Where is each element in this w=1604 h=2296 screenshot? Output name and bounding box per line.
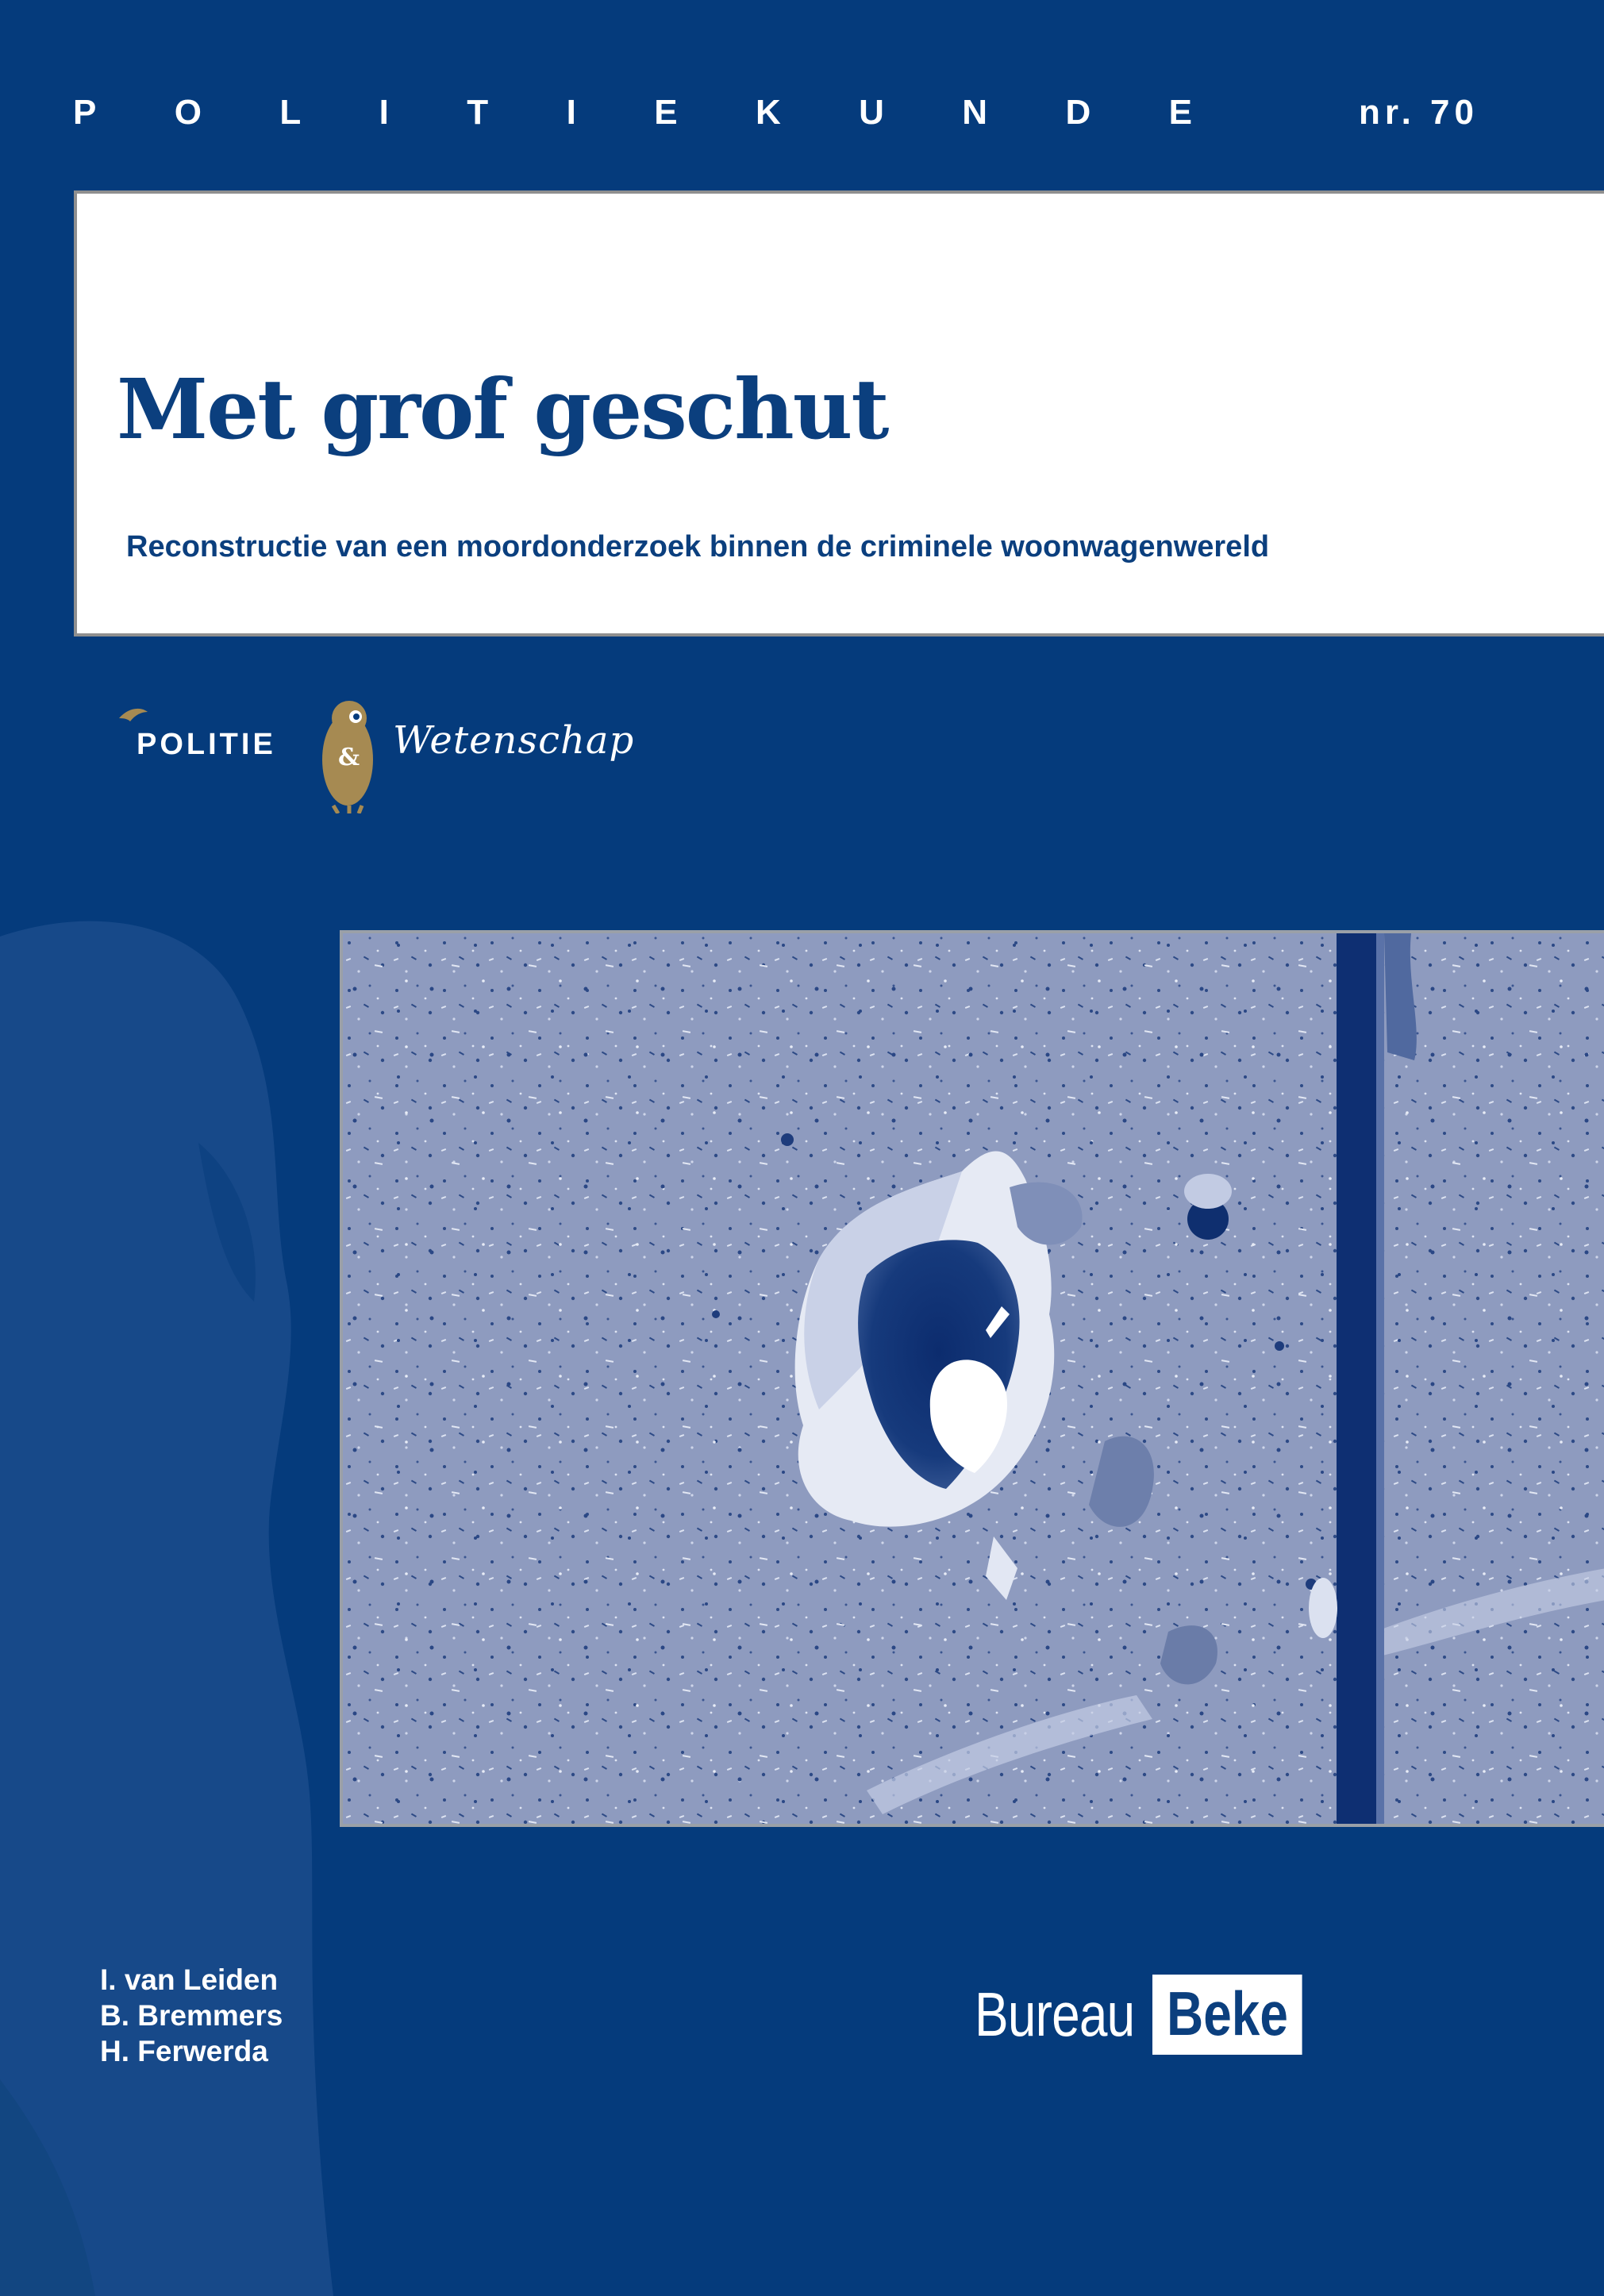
- title-box: [74, 190, 1604, 636]
- bullet-hole-icon: [343, 933, 1604, 1824]
- publisher-bureau: Bureau: [975, 1979, 1135, 2049]
- author-3: H. Ferwerda: [100, 2035, 268, 2067]
- logo-ampersand: &: [338, 744, 360, 771]
- book-subtitle: Reconstructie van een moordonderzoek binnen de criminele woonwagenwereld: [126, 530, 1270, 563]
- series-letter: I: [566, 93, 576, 132]
- publisher-logo: [975, 1967, 1335, 2062]
- series-letter: T: [467, 93, 489, 132]
- series-letter: I: [379, 93, 389, 132]
- logo-wetenschap-text: Wetenschap: [393, 718, 635, 763]
- book-title: Met grof geschut: [117, 360, 888, 458]
- logo-politie-text: POLITIE: [137, 728, 276, 761]
- series-letter: E: [1168, 93, 1192, 132]
- cover-photo: [340, 930, 1604, 1827]
- series-letter: D: [1065, 93, 1091, 132]
- series-letter: K: [755, 93, 781, 132]
- owl-silhouette-icon: [0, 905, 341, 2296]
- politie-wetenschap-logo: [111, 694, 635, 813]
- author-1: I. van Leiden: [100, 1963, 279, 1996]
- series-letter: O: [174, 93, 202, 132]
- series-name: [73, 89, 1192, 137]
- series-letter: P: [73, 93, 97, 132]
- author-list: [100, 1962, 283, 2069]
- author-2: B. Bremmers: [100, 1999, 283, 2032]
- series-letter: U: [859, 93, 884, 132]
- series-letter: E: [654, 93, 678, 132]
- series-letter: L: [279, 93, 302, 132]
- series-letter: N: [962, 93, 988, 132]
- publisher-beke: Beke: [1152, 1975, 1302, 2055]
- issue-number: nr. 70: [1359, 93, 1479, 132]
